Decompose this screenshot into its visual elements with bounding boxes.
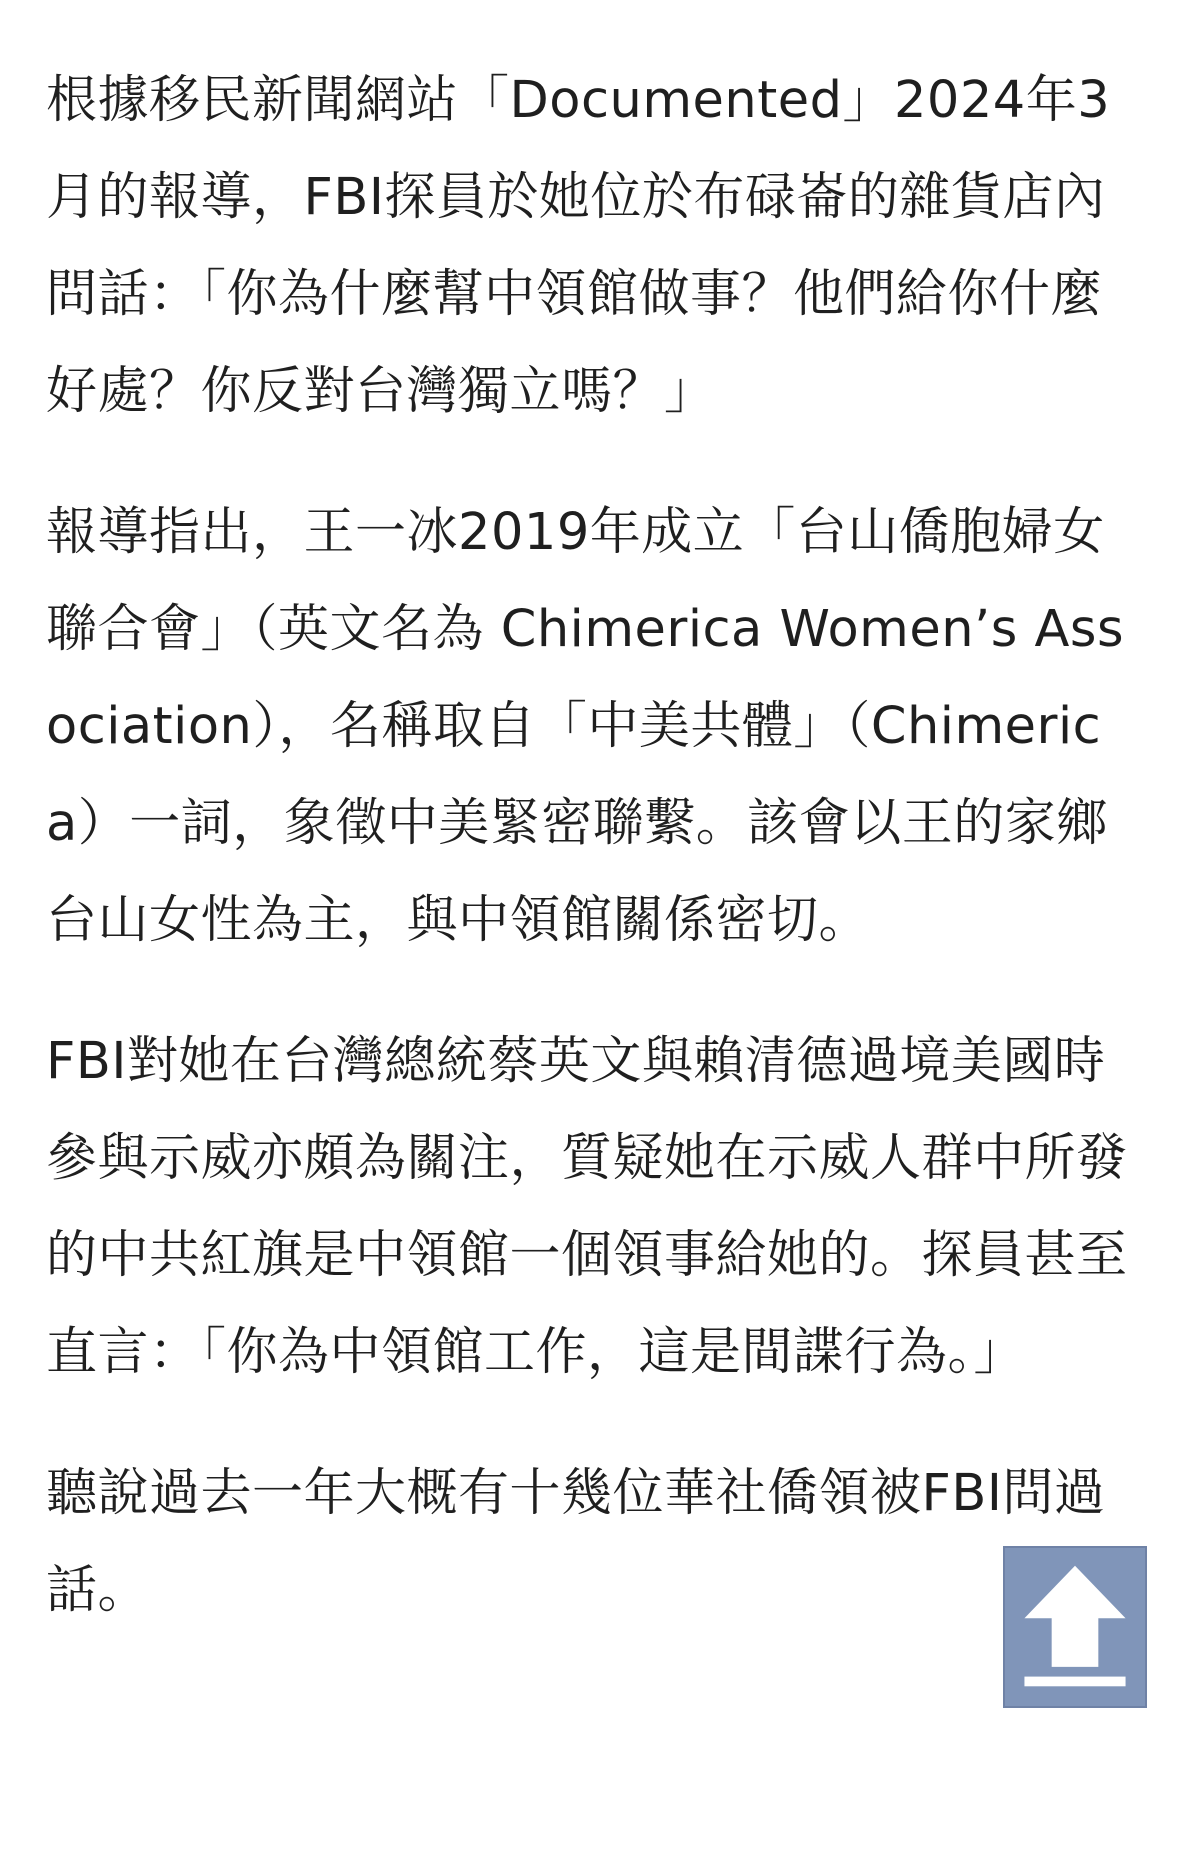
article-paragraph: FBI對她在台灣總統蔡英文與賴清德過境美國時參與示威亦頗為關注，質疑她在示威人群中所發的中共紅旗是中領館一個領事給她的。探員甚至直言：「你為中領館工作，這是間諜行為。」 xyxy=(46,1032,1128,1382)
article-paragraph: 聽說過去一年大概有十幾位華社僑領被FBI問過話。 xyxy=(46,1464,1106,1620)
article-paragraph: 報導指出，王一冰2019年成立「台山僑胞婦女聯合會」（英文名為 Chimerica Women’s Association），名稱取自「中美共體」（Chimerica）一詞，象徵中美緊密聯繫。該會以王的家鄉台山女性為主，與中領館關係密切。 xyxy=(46,503,1125,950)
article-body xyxy=(46,52,1138,1683)
article-paragraph: 根據移民新聞網站「Documented」2024年3月的報導，FBI探員於她位於布碌崙的雜貨店內問話：「你為什麼幫中領館做事？他們給你什麼好處？你反對台灣獨立嗎？」 xyxy=(46,71,1111,421)
scroll-to-top-button[interactable] xyxy=(1003,1546,1147,1708)
arrow-up-icon xyxy=(1005,1548,1145,1706)
